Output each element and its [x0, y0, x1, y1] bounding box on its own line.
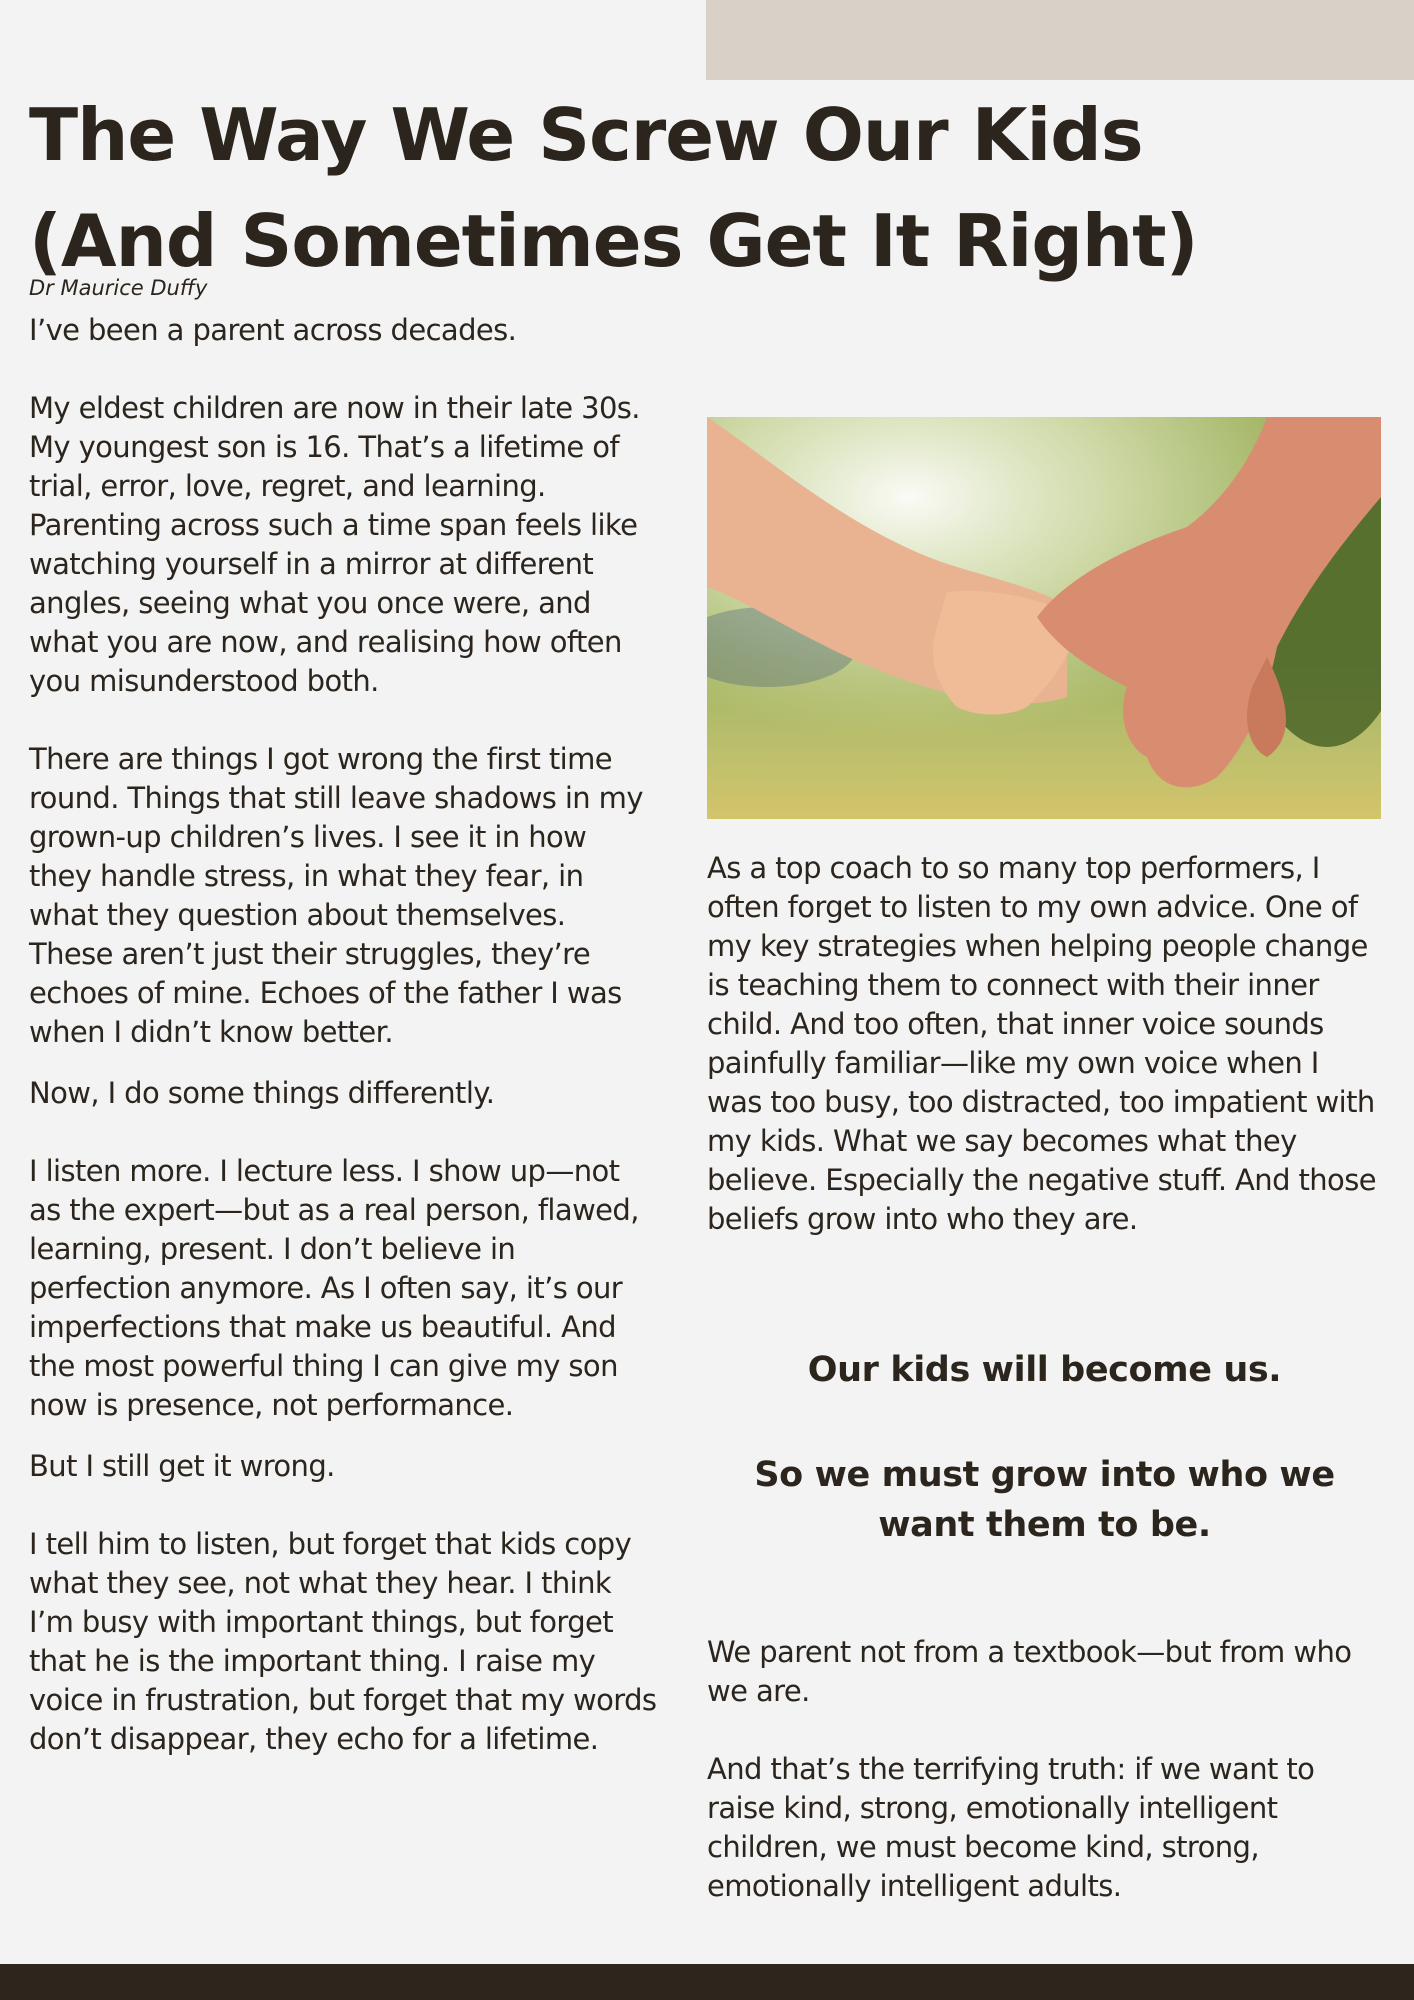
article-author: Dr Maurice Duffy	[29, 276, 208, 300]
paragraph: We parent not from a textbook—but from who we are.	[707, 1635, 1352, 1708]
paragraph: I tell him to listen, but forget that kids copy what they see, not what they hear. I think I’m busy with important things, but forget that he is the important thing. I raise my voice in frustration, but forget that my words don’t disappear, they echo for a lifetime.	[29, 1527, 657, 1756]
paragraph: But I still get it wrong.	[29, 1449, 335, 1483]
right-column-closing	[707, 1633, 1382, 1906]
pull-quote-line-1: Our kids will become us.	[807, 1350, 1282, 1390]
article-title-line-2: (And Sometimes Get It Right)	[29, 199, 1198, 283]
header-accent-band	[706, 0, 1414, 80]
pull-quote-line-2: So we must grow into who we want them to be.	[754, 1455, 1335, 1545]
paragraph: There are things I got wrong the first time round. Things that still leave shadows in my grown-up children’s lives. I see it in how they handle stress, in what they fear, in what they question about themselves. These aren’t just their struggles, they’re echoes of mine. Echoes of the father I was when I didn’t know better.	[29, 742, 643, 1049]
hands-holding-photo	[707, 417, 1381, 819]
paragraph: As a top coach to so many top performers, I often forget to listen to my own advice. One of my key strategies when helping people change is teaching them to connect with their inner child. And too often, that inner voice sounds painfully familiar—like my own voice when I was too busy, too distracted, too impatient with my kids. What we say becomes what they believe. Especially the negative stuff. And those beliefs grow into who they are.	[707, 851, 1376, 1236]
paragraph: Now, I do some things differently.	[29, 1076, 495, 1110]
paragraph: I’ve been a parent across decades.	[29, 313, 517, 347]
pull-quote	[707, 1345, 1382, 1550]
footer-bar	[0, 1964, 1414, 2000]
paragraph: And that’s the terrifying truth: if we want to raise kind, strong, emotionally intelligent children, we must become kind, strong, emotionally intelligent adults.	[707, 1752, 1315, 1903]
article-title-line-1: The Way We Screw Our Kids	[29, 93, 1143, 177]
article-title	[29, 82, 1198, 294]
right-column-intro	[707, 849, 1382, 1239]
hands-holding-illustration	[707, 417, 1381, 819]
left-column	[29, 311, 657, 1759]
paragraph: I listen more. I lecture less. I show up—not as the expert—but as a real person, flawed, learning, present. I don’t believe in perfection anymore. As I often say, it’s our imperfections that make us beautiful. And the most powerful thing I can give my son now is presence, not performance.	[29, 1154, 639, 1422]
paragraph: My eldest children are now in their late 30s. My youngest son is 16. That’s a lifetime of trial, error, love, regret, and learning. Parenting across such a time span feels like watching yourself in a mirror at different angles, seeing what you once were, and what you are now, and realising how often you misunderstood both.	[29, 391, 640, 698]
